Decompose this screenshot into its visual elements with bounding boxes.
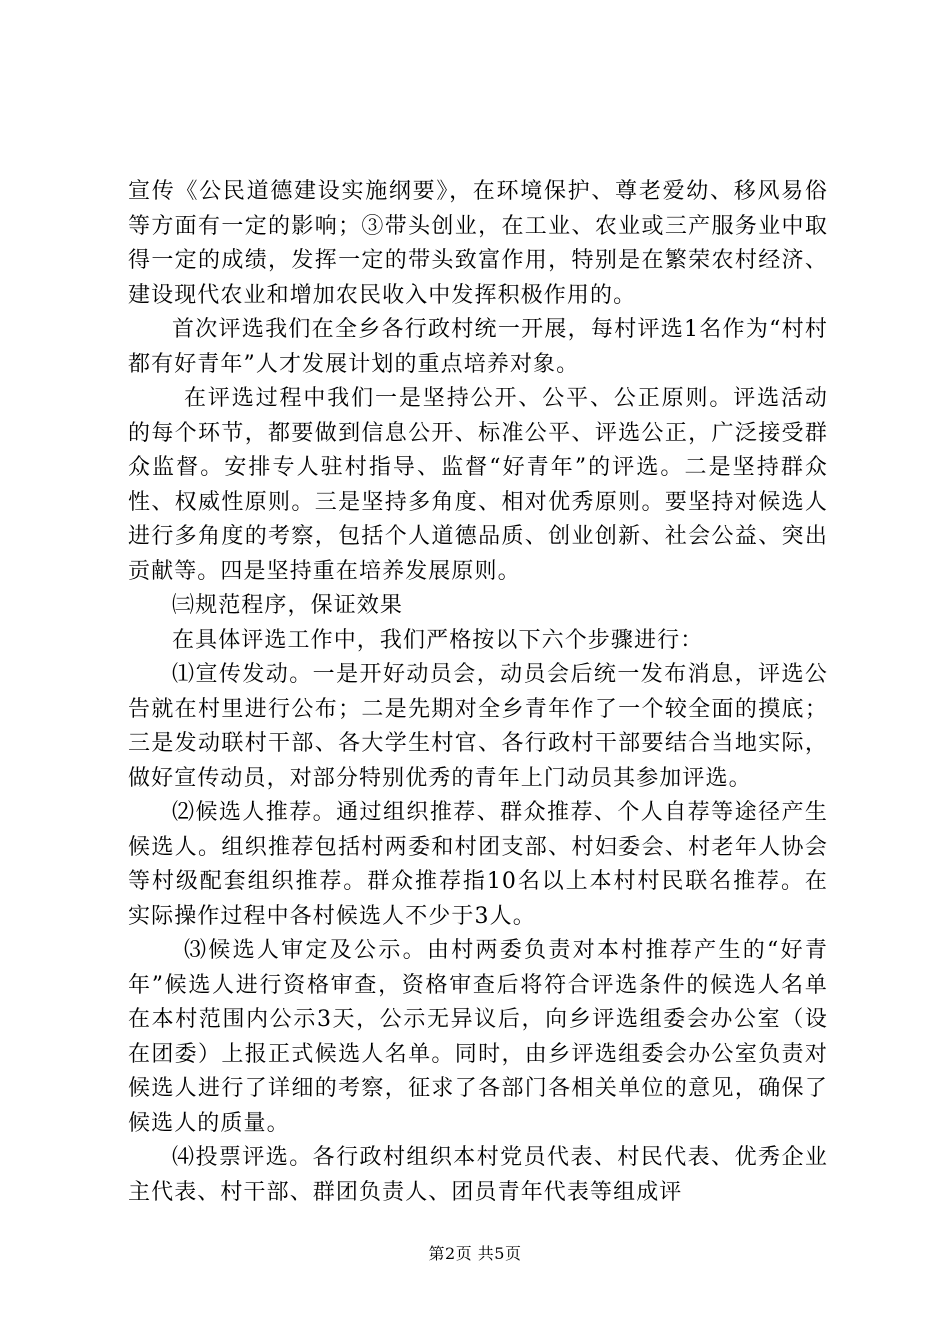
document-body: [128, 175, 828, 1210]
section-heading-procedure: ㈢规范程序，保证效果: [172, 593, 404, 618]
paragraph-first-selection: 首次评选我们在全乡各行政村统一开展，每村评选1名作为“村村都有好青年”人才发展计划的重点培养对象。: [128, 317, 828, 377]
paragraph-step-4-voting: ⑷投票评选。各行政村组织本村党员代表、村民代表、优秀企业主代表、村干部、群团负责人、团员青年代表等组成评: [128, 1145, 828, 1205]
paragraph-step-3-review: ⑶候选人审定及公示。由村两委负责对本村推荐产生的“好青年”候选人进行资格审查，资格审查后将符合评选条件的候选人名单在本村范围内公示3天，公示无异议后，向乡评选组委会办公室（设在团委）上报正式候选人名单。同时，由乡评选组委会办公室负责对候选人进行了详细的考察，征求了各部门各相关单位的意见，确保了候选人的质量。: [128, 938, 828, 1136]
paragraph-six-steps-intro: 在具体评选工作中，我们严格按以下六个步骤进行：: [172, 627, 704, 653]
paragraph-step-1-publicity: ⑴宣传发动。一是开好动员会，动员会后统一发布消息，评选公告就在村里进行公布；二是先期对全乡青年作了一个较全面的摸底；三是发动联村干部、各大学生村官、各行政村干部要结合当地实际，做好宣传动员，对部分特别优秀的青年上门动员其参加评选。: [128, 662, 828, 791]
paragraph-step-2-nomination: ⑵候选人推荐。通过组织推荐、群众推荐、个人自荐等途径产生候选人。组织推荐包括村两委和村团支部、村妇委会、村老年人协会等村级配套组织推荐。群众推荐指10名以上本村村民联名推荐。在实际操作过程中各村候选人不少于3人。: [128, 800, 828, 929]
paragraph-selection-principles: 在评选过程中我们一是坚持公开、公平、公正原则。评选活动的每个环节，都要做到信息公开、标准公平、评选公正，广泛接受群众监督。安排专人驻村指导、监督“好青年”的评选。二是坚持群众性、权威性原则。三是坚持多角度、相对优秀原则。要坚持对候选人进行多角度的考察，包括个人道德品质、创业创新、社会公益、突出贡献等。四是坚持重在培养发展原则。: [128, 386, 828, 584]
paragraph-criteria-continued: 宣传《公民道德建设实施纲要》，在环境保护、尊老爱幼、移风易俗等方面有一定的影响；③带头创业，在工业、农业或三产服务业中取得一定的成绩，发挥一定的带头致富作用，特别是在繁荣农村经济、建设现代农业和增加农民收入中发挥积极作用的。: [128, 179, 828, 308]
page-footer: 第2页 共5页: [428, 1244, 522, 1263]
